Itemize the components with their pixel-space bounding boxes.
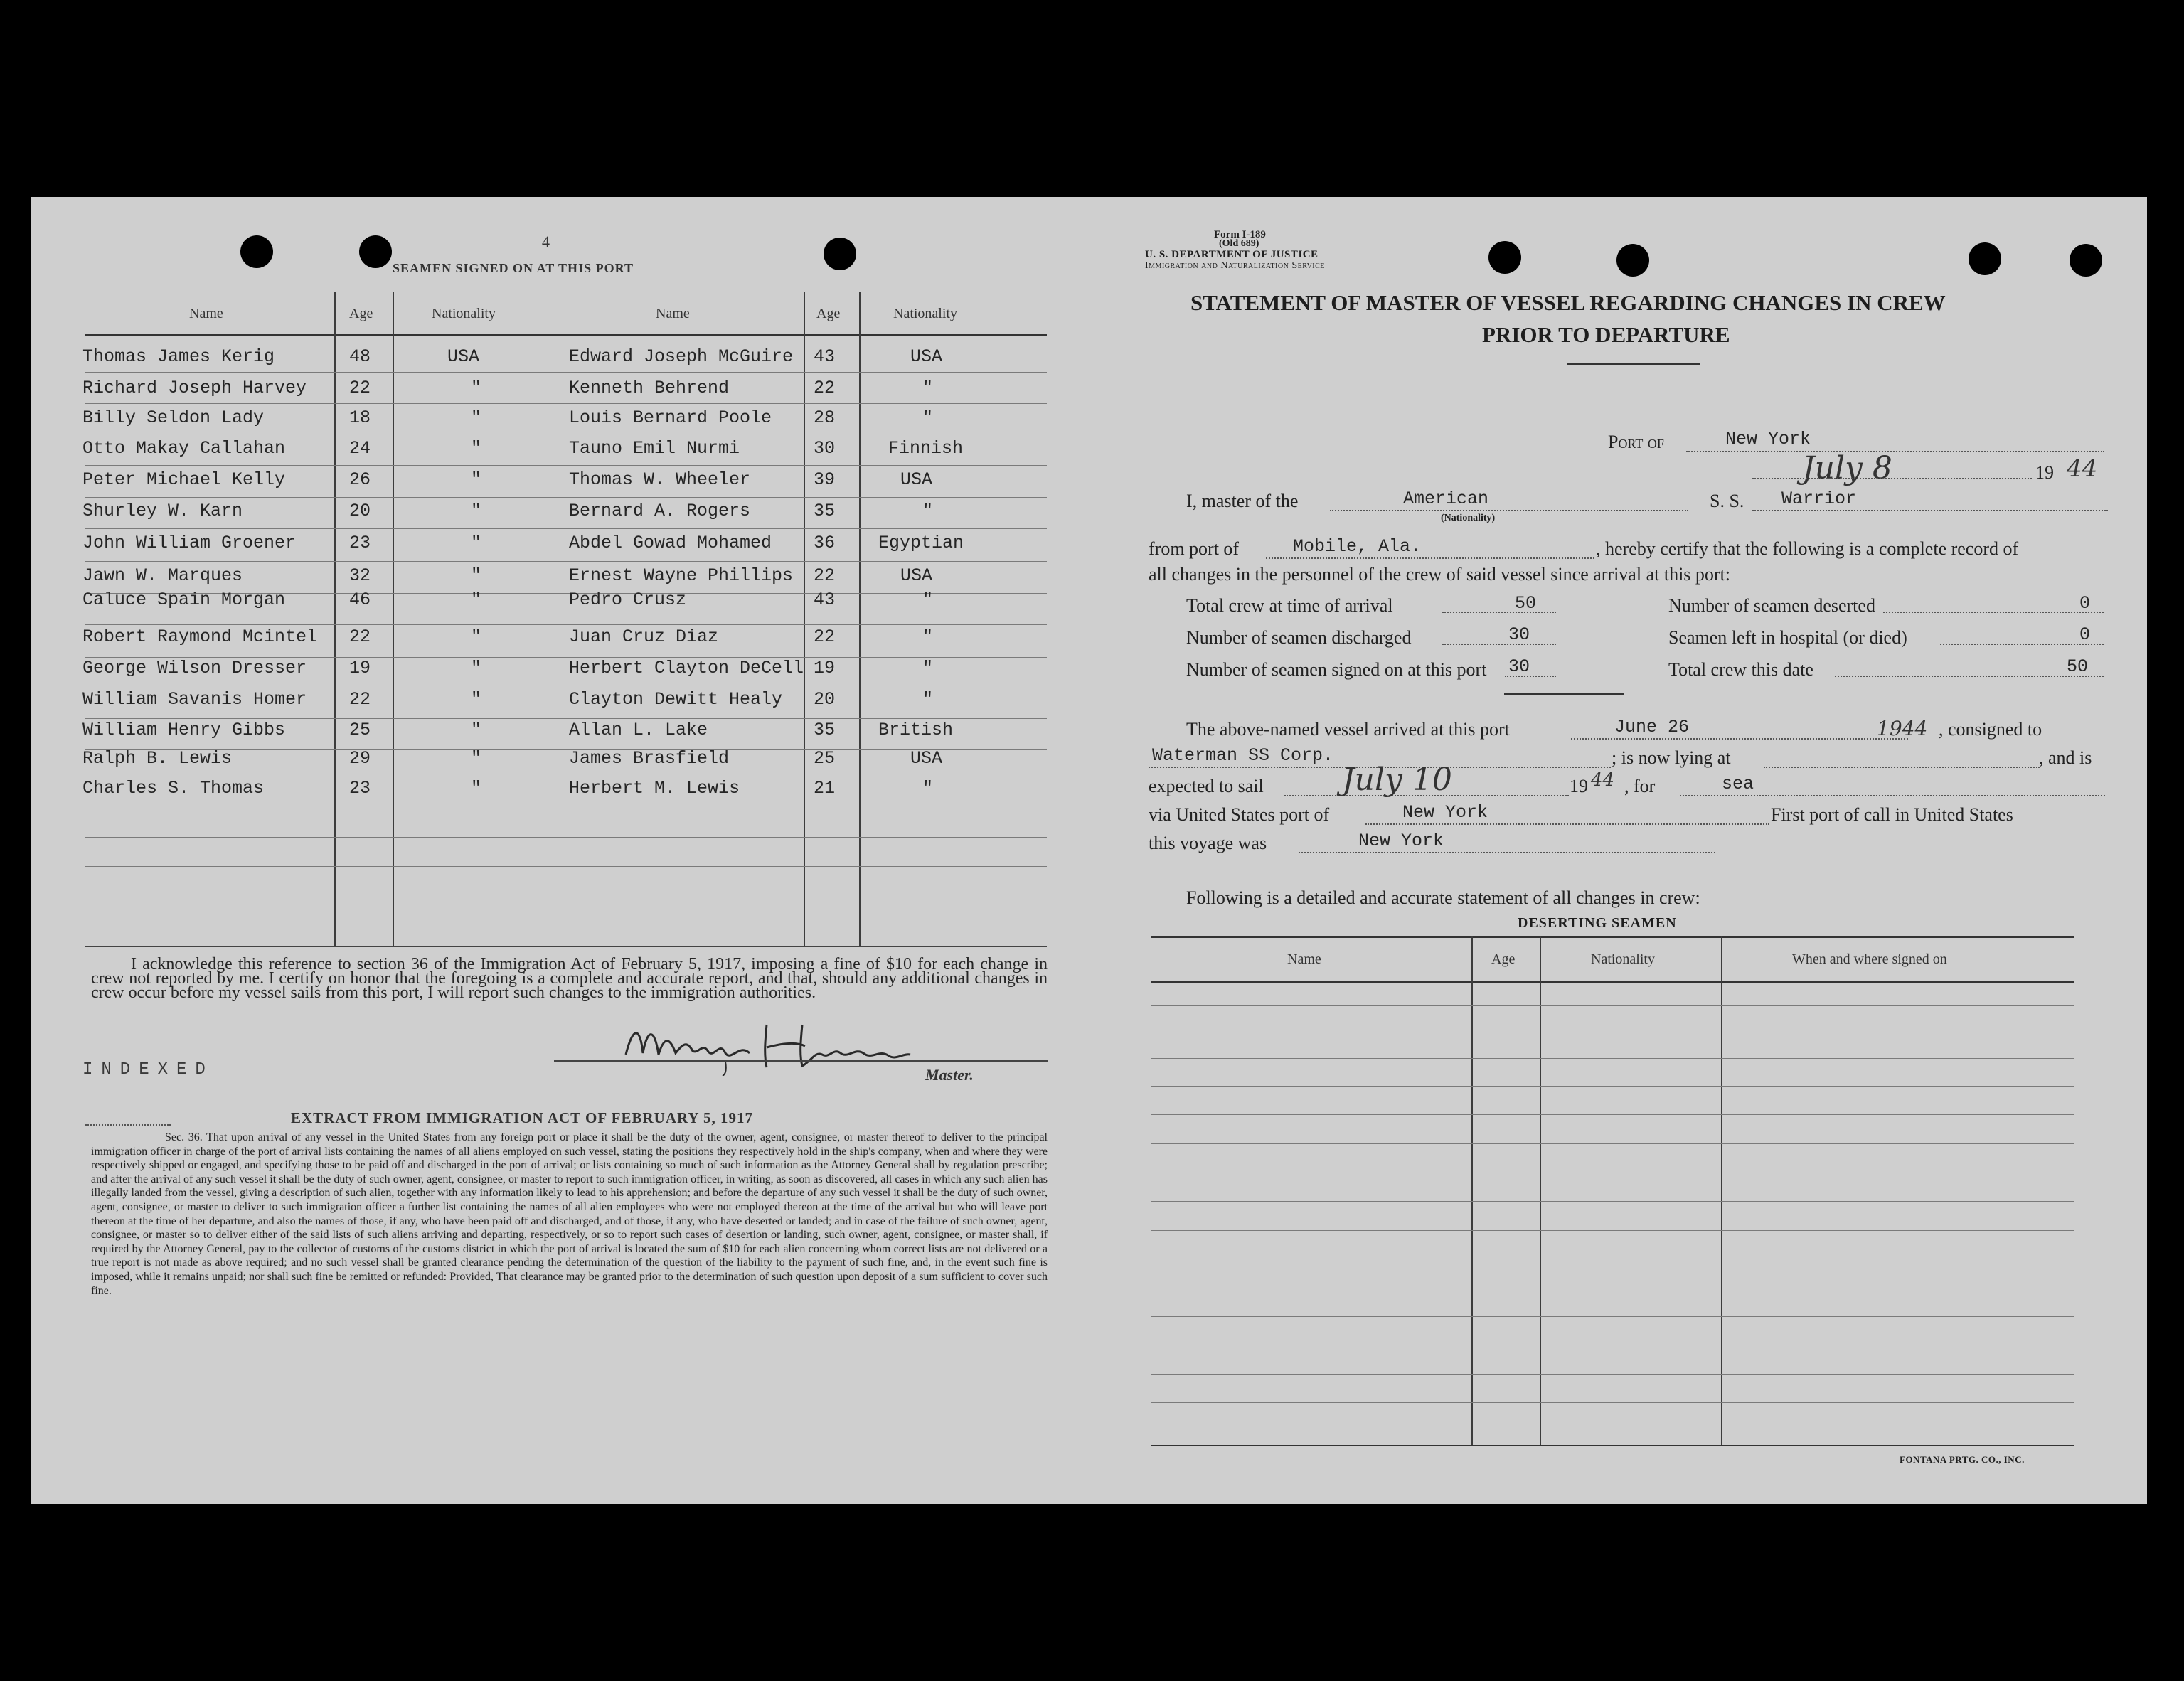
row-rule bbox=[85, 866, 1047, 867]
deserting-header-name: Name bbox=[1287, 951, 1321, 967]
seaman-nationality: British bbox=[878, 720, 954, 740]
master-of-line bbox=[1330, 510, 1688, 511]
seaman-nationality: USA bbox=[910, 748, 943, 769]
seaman-nationality: USA bbox=[900, 469, 933, 490]
seaman-nationality: " bbox=[922, 378, 934, 398]
deserting-divider bbox=[1471, 936, 1473, 1445]
col-header-nationality: Nationality bbox=[432, 306, 496, 321]
voyage-label: this voyage was bbox=[1149, 833, 1267, 853]
table-divider bbox=[334, 292, 336, 946]
seaman-name: Kenneth Behrend bbox=[569, 378, 730, 398]
consigned-label: , consigned to bbox=[1939, 719, 2042, 740]
seaman-nationality: " bbox=[922, 778, 934, 799]
row-rule bbox=[85, 718, 1047, 719]
deserting-header-rule bbox=[1151, 981, 2074, 983]
total-date-value: 50 bbox=[2067, 656, 2089, 677]
seaman-age: 28 bbox=[814, 407, 836, 428]
lying-label: ; is now lying at bbox=[1612, 747, 1731, 768]
via-value: New York bbox=[1402, 802, 1488, 823]
total-date-line bbox=[1835, 676, 2104, 677]
ss-label: S. S. bbox=[1710, 491, 1744, 511]
seaman-nationality: " bbox=[922, 407, 934, 428]
signed-on-value: 30 bbox=[1508, 656, 1530, 677]
seaman-age: 23 bbox=[349, 778, 371, 799]
master-label: Master. bbox=[925, 1066, 974, 1084]
year-handwritten: 44 bbox=[2067, 454, 2098, 483]
punch-hole bbox=[2070, 244, 2102, 277]
deserting-title: DESERTING SEAMEN bbox=[1518, 915, 1677, 931]
first-port-label: First port of call in United States bbox=[1771, 804, 2013, 825]
nationality-sublabel: (Nationality) bbox=[1441, 513, 1496, 523]
discharged-line bbox=[1442, 644, 1556, 645]
deserting-row-rule bbox=[1151, 1402, 2074, 1403]
table-divider bbox=[859, 292, 861, 946]
seaman-name: Caluce Spain Morgan bbox=[82, 589, 286, 610]
certify-text-2: all changes in the personnel of the crew of said vessel since arrival at this port: bbox=[1149, 564, 1731, 585]
row-rule bbox=[85, 497, 1047, 498]
seaman-nationality: " bbox=[922, 626, 934, 647]
seaman-age: 30 bbox=[814, 438, 836, 459]
voyage-line bbox=[1299, 852, 1715, 853]
table-bottom-rule bbox=[85, 946, 1047, 947]
extract-text: Sec. 36. That upon arrival of any vessel in the United States from any foreign port or place it shall be the duty of the owner, agent, consignee, or master thereof to deliver to the principal immigration officer in charge of the port of arrival lists containing the names of all aliens employed on such vessel, stating the positions they respectively hold in the ship's company, when and where they were respectively shipped or engaged, and specifying those to be paid off and discharged in the port of arrival; or lists containing so much of such information as the Attorney General shall by regulation prescribe; and after the arrival of any such vessel it shall be the duty of such owner, agent, consignee, or master to report to such immigration officer, in writing, as soon as discovered, all cases in which any such alien has illegally landed from the vessel, giving a description of such alien, together with any information likely to lead to his apprehension; and before the departure of any such vessel it shall be the duty of such owner, agent, consignee, or master to deliver to such immigration officer a further list containing the names of all alien employees who were not employed thereon at the time of the arrival but who will leave port thereon at the time of her departure, and also the names of those, if any, who have been paid off and discharged, and of those, if any, who have deserted or landed; and in case of the failure of such owner, agent, consignee, or master so to deliver either of the said lists of such aliens arriving and departing, respectively, or so to report such cases of desertion or landing, such owner, agent, consignee, or master shall, if required by the Attorney General, pay to the collector of customs of the customs district in which the port of arrival is located the sum of $10 for each alien concerning whom correct lists are not delivered or a true report is not made as above required; and no such vessel shall be granted clearance pending the determination of the question of the liability to the payment of such fine, and, in the event such fine is imposed, while it remains unpaid; nor shall such fine be remitted or refunded: Provided, That clearance may be granted prior to the determination of such question upon deposit of a sum sufficient to cover such fine. bbox=[91, 1131, 1048, 1297]
seaman-nationality: " bbox=[922, 501, 934, 521]
seaman-age: 18 bbox=[349, 407, 371, 428]
total-crew-arrival-label: Total crew at time of arrival bbox=[1186, 595, 1393, 616]
discharged-label: Number of seamen discharged bbox=[1186, 627, 1412, 648]
seaman-age: 48 bbox=[349, 346, 371, 367]
seaman-nationality: " bbox=[471, 438, 482, 459]
row-rule bbox=[85, 465, 1047, 466]
deserted-line bbox=[1883, 612, 2104, 613]
seaman-age: 35 bbox=[814, 720, 836, 740]
seaman-name: Charles S. Thomas bbox=[82, 778, 265, 799]
seaman-nationality: " bbox=[471, 469, 482, 490]
stamp-rule bbox=[85, 1124, 171, 1126]
seaman-age: 25 bbox=[814, 748, 836, 769]
deserting-top-rule bbox=[1151, 936, 2074, 938]
seaman-age: 22 bbox=[349, 626, 371, 647]
signature-rule bbox=[554, 1060, 1048, 1062]
acknowledgement-text: I acknowledge this reference to section 36 of the Immigration Act of February 5, 1917, imposing a fine of $10 for each change in crew not reported by me. I certify on honor that the foregoing is a complete and accurate report, and that, should any additional changes in crew occur before my vessel sails from this port, I will report such changes to the immigration authorities. bbox=[91, 955, 1048, 1002]
seaman-age: 20 bbox=[349, 501, 371, 521]
certify-text: , hereby certify that the following is a complete record of bbox=[1596, 538, 2019, 559]
seaman-name: Peter Michael Kelly bbox=[82, 469, 286, 490]
seaman-name: Bernard A. Rogers bbox=[569, 501, 751, 521]
seaman-nationality: " bbox=[471, 658, 482, 678]
punch-hole bbox=[1616, 244, 1649, 277]
department-name: U. S. DEPARTMENT OF JUSTICE bbox=[1145, 249, 1319, 260]
and-is-label: , and is bbox=[2039, 747, 2092, 768]
seaman-nationality: Finnish bbox=[888, 438, 964, 459]
service-name: Immigration and Naturalization Service bbox=[1145, 260, 1325, 271]
seaman-name: Ernest Wayne Phillips bbox=[569, 565, 794, 586]
deserting-header-age: Age bbox=[1491, 951, 1516, 967]
seaman-nationality: " bbox=[471, 720, 482, 740]
seaman-name: Robert Raymond Mcintel bbox=[82, 626, 318, 647]
ss-value: Warrior bbox=[1781, 489, 1857, 509]
deserting-row-rule bbox=[1151, 1086, 2074, 1087]
seaman-age: 32 bbox=[349, 565, 371, 586]
total-crew-arrival-line bbox=[1442, 612, 1556, 613]
seaman-nationality: USA bbox=[447, 346, 480, 367]
extract-title: EXTRACT FROM IMMIGRATION ACT OF FEBRUARY 5, 1917 bbox=[291, 1109, 754, 1126]
row-rule bbox=[85, 528, 1047, 529]
row-rule bbox=[85, 837, 1047, 838]
seaman-nationality: USA bbox=[910, 346, 943, 367]
hospital-value: 0 bbox=[2079, 624, 2091, 645]
consignee-value: Waterman SS Corp. bbox=[1152, 745, 1334, 766]
punch-hole bbox=[824, 238, 856, 270]
row-rule bbox=[85, 561, 1047, 562]
deserted-value: 0 bbox=[2079, 593, 2091, 614]
seaman-nationality: Egyptian bbox=[878, 533, 964, 553]
seaman-name: Richard Joseph Harvey bbox=[82, 378, 307, 398]
section-title: SEAMEN SIGNED ON AT THIS PORT bbox=[393, 261, 634, 275]
deserting-row-rule bbox=[1151, 1374, 2074, 1375]
deserting-divider bbox=[1540, 936, 1541, 1445]
row-rule bbox=[85, 403, 1047, 404]
discharged-value: 30 bbox=[1508, 624, 1530, 645]
ss-line bbox=[1752, 510, 2108, 511]
seaman-age: 19 bbox=[349, 658, 371, 678]
seaman-age: 29 bbox=[349, 748, 371, 769]
seaman-age: 22 bbox=[349, 378, 371, 398]
seaman-age: 22 bbox=[814, 378, 836, 398]
seaman-nationality: " bbox=[922, 658, 934, 678]
seaman-name: Tauno Emil Nurmi bbox=[569, 438, 740, 459]
seaman-name: Herbert M. Lewis bbox=[569, 778, 740, 799]
form-title-line1: STATEMENT OF MASTER OF VESSEL REGARDING CHANGES IN CREW bbox=[1190, 290, 1946, 315]
seaman-name: George Wilson Dresser bbox=[82, 658, 307, 678]
seaman-name: Allan L. Lake bbox=[569, 720, 708, 740]
from-port-line bbox=[1266, 557, 1594, 559]
port-of-label: Port of bbox=[1608, 432, 1664, 452]
for-label: , for bbox=[1624, 776, 1656, 796]
from-port-value: Mobile, Ala. bbox=[1293, 536, 1422, 557]
seaman-name: William Savanis Homer bbox=[82, 689, 307, 710]
following-text: Following is a detailed and accurate statement of all changes in crew: bbox=[1186, 887, 1700, 908]
expected-label: expected to sail bbox=[1149, 776, 1264, 796]
seaman-name: Louis Bernard Poole bbox=[569, 407, 772, 428]
seaman-name: Otto Makay Callahan bbox=[82, 438, 286, 459]
signed-on-label: Number of seamen signed on at this port bbox=[1186, 659, 1487, 680]
form-number: Form I-189 bbox=[1214, 229, 1266, 240]
seaman-age: 22 bbox=[814, 626, 836, 647]
seaman-age: 46 bbox=[349, 589, 371, 610]
date-line bbox=[1752, 478, 2032, 479]
seaman-name: Billy Seldon Lady bbox=[82, 407, 265, 428]
seaman-nationality: " bbox=[922, 589, 934, 610]
seaman-nationality: " bbox=[471, 378, 482, 398]
master-of-label: I, master of the bbox=[1186, 491, 1299, 511]
seaman-nationality: " bbox=[471, 589, 482, 610]
seaman-name: Herbert Clayton DeCell bbox=[569, 658, 804, 678]
arrived-line bbox=[1571, 738, 1908, 740]
deserting-header-signed-on: When and where signed on bbox=[1792, 951, 1947, 967]
printer-imprint: FONTANA PRTG. CO., INC. bbox=[1900, 1454, 2025, 1465]
seaman-nationality: " bbox=[471, 565, 482, 586]
seaman-name: Abdel Gowad Mohamed bbox=[569, 533, 772, 553]
seaman-age: 19 bbox=[814, 658, 836, 678]
col-header-age: Age bbox=[816, 306, 841, 321]
title-rule bbox=[1567, 363, 1700, 365]
seaman-nationality: " bbox=[922, 689, 934, 710]
year-prefix: 19 bbox=[2035, 462, 2054, 483]
table-divider bbox=[393, 292, 394, 946]
seaman-nationality: USA bbox=[900, 565, 933, 586]
seaman-age: 24 bbox=[349, 438, 371, 459]
deserting-divider bbox=[1721, 936, 1722, 1445]
seaman-name: John William Groener bbox=[82, 533, 297, 553]
seaman-nationality: " bbox=[471, 748, 482, 769]
deserted-label: Number of seamen deserted bbox=[1668, 595, 1875, 616]
col-header-name: Name bbox=[656, 306, 690, 321]
master-signature bbox=[619, 1012, 917, 1076]
seaman-age: 36 bbox=[814, 533, 836, 553]
for-value: sea bbox=[1722, 774, 1754, 794]
expected-value: July 10 bbox=[1342, 762, 1452, 798]
seaman-age: 25 bbox=[349, 720, 371, 740]
seaman-name: James Brasfield bbox=[569, 748, 730, 769]
deserting-header-nationality: Nationality bbox=[1591, 951, 1655, 967]
seaman-nationality: " bbox=[471, 533, 482, 553]
col-header-name: Name bbox=[189, 306, 223, 321]
table-header-rule bbox=[85, 334, 1047, 336]
seaman-age: 43 bbox=[814, 589, 836, 610]
seaman-age: 39 bbox=[814, 469, 836, 490]
table-divider bbox=[804, 292, 805, 946]
seaman-age: 22 bbox=[814, 565, 836, 586]
total-crew-arrival-value: 50 bbox=[1515, 593, 1537, 614]
seaman-age: 26 bbox=[349, 469, 371, 490]
port-of-value: New York bbox=[1725, 429, 1811, 449]
deserting-row-rule bbox=[1151, 1058, 2074, 1059]
via-line bbox=[1365, 823, 1769, 825]
arrived-year: 1944 bbox=[1877, 717, 1928, 740]
deserting-row-rule bbox=[1151, 1316, 2074, 1317]
seaman-age: 35 bbox=[814, 501, 836, 521]
for-line bbox=[1680, 795, 2105, 796]
document-sheet bbox=[31, 197, 2147, 1504]
seaman-age: 20 bbox=[814, 689, 836, 710]
seaman-nationality: " bbox=[471, 501, 482, 521]
form-title-line2: PRIOR TO DEPARTURE bbox=[1482, 322, 1730, 347]
counts-rule bbox=[1504, 693, 1624, 695]
punch-hole bbox=[1488, 241, 1521, 274]
seaman-age: 22 bbox=[349, 689, 371, 710]
deserting-row-rule bbox=[1151, 1114, 2074, 1115]
seaman-age: 43 bbox=[814, 346, 836, 367]
col-header-age: Age bbox=[349, 306, 373, 321]
seaman-nationality: " bbox=[471, 626, 482, 647]
port-of-line bbox=[1686, 451, 2104, 452]
seaman-nationality: " bbox=[471, 778, 482, 799]
row-rule bbox=[85, 624, 1047, 625]
voyage-value: New York bbox=[1358, 831, 1444, 851]
seaman-name: Juan Cruz Diaz bbox=[569, 626, 719, 647]
deserting-row-rule bbox=[1151, 1230, 2074, 1231]
punch-hole bbox=[1969, 242, 2001, 275]
lying-line bbox=[1764, 767, 2040, 768]
indexed-stamp: INDEXED bbox=[82, 1060, 214, 1079]
deserting-row-rule bbox=[1151, 1005, 2074, 1006]
total-date-label: Total crew this date bbox=[1668, 659, 1813, 680]
seaman-name: Thomas W. Wheeler bbox=[569, 469, 751, 490]
expected-year: 44 bbox=[1591, 769, 1615, 791]
seaman-name: Ralph B. Lewis bbox=[82, 748, 233, 769]
seaman-name: Thomas James Kerig bbox=[82, 346, 275, 367]
seaman-name: Pedro Crusz bbox=[569, 589, 687, 610]
date-handwritten: July 8 bbox=[1802, 450, 1892, 486]
seaman-age: 23 bbox=[349, 533, 371, 553]
seaman-name: Edward Joseph McGuire bbox=[569, 346, 794, 367]
expected-year-prefix: 19 bbox=[1570, 776, 1588, 796]
deserting-bottom-rule bbox=[1151, 1445, 2074, 1446]
seaman-age: 21 bbox=[814, 778, 836, 799]
seaman-name: Shurley W. Karn bbox=[82, 501, 243, 521]
form-old-number: (Old 689) bbox=[1219, 238, 1259, 249]
deserting-row-rule bbox=[1151, 1143, 2074, 1144]
via-label: via United States port of bbox=[1149, 804, 1330, 825]
from-port-label: from port of bbox=[1149, 538, 1240, 559]
hospital-label: Seamen left in hospital (or died) bbox=[1668, 627, 1907, 648]
master-of-value: American bbox=[1403, 489, 1489, 509]
punch-hole bbox=[359, 235, 392, 268]
seaman-name: Clayton Dewitt Healy bbox=[569, 689, 783, 710]
seaman-nationality: " bbox=[471, 689, 482, 710]
arrived-label: The above-named vessel arrived at this port bbox=[1186, 719, 1510, 740]
seaman-name: William Henry Gibbs bbox=[82, 720, 286, 740]
punch-hole bbox=[240, 235, 273, 268]
seaman-name: Jawn W. Marques bbox=[82, 565, 243, 586]
col-header-nationality: Nationality bbox=[893, 306, 957, 321]
arrived-value: June 26 bbox=[1614, 717, 1690, 737]
row-rule bbox=[85, 372, 1047, 373]
page-number: 4 bbox=[542, 233, 550, 250]
deserting-row-rule bbox=[1151, 1201, 2074, 1202]
seaman-nationality: " bbox=[471, 407, 482, 428]
